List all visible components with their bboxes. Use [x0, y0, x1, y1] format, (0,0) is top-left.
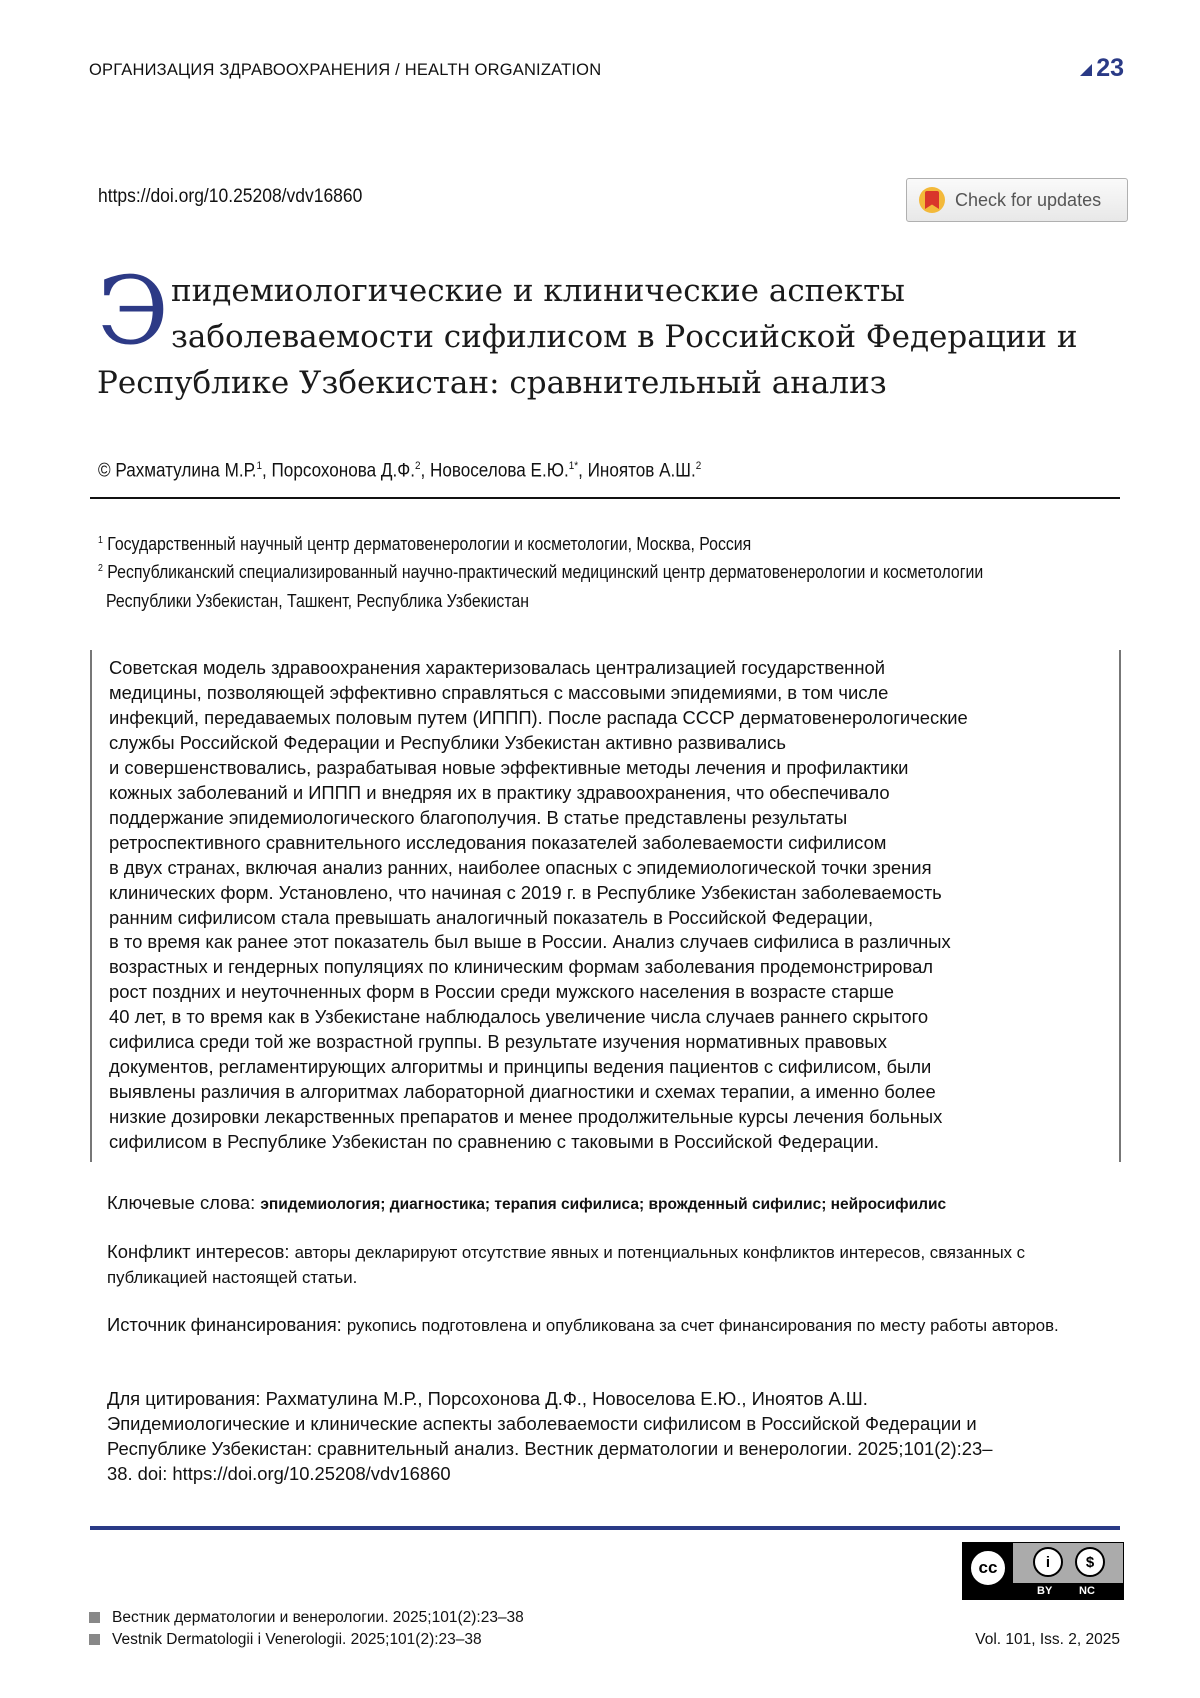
author-name: Иноятов А.Ш. [587, 460, 696, 482]
nc-icon: $ [1075, 1547, 1105, 1577]
article-title [97, 257, 1127, 406]
funding-text: рукопись подготовлена и опубликована за счет финансирования по месту работы авторов. [346, 1316, 1059, 1335]
divider [90, 497, 1120, 499]
author-name: Новоселова Е.Ю. [429, 460, 569, 482]
footer-volume: Vol. 101, Iss. 2, 2025 [975, 1631, 1120, 1648]
by-icon: i [1033, 1547, 1063, 1577]
section-label: ОРГАНИЗАЦИЯ ЗДРАВООХРАНЕНИЯ / HEALTH ORGANIZATION [89, 61, 602, 79]
author-affiliation-mark: 1 [256, 460, 263, 472]
nc-label: NC [1079, 1585, 1095, 1597]
doi-link[interactable]: https://doi.org/10.25208/vdv16860 [98, 186, 363, 207]
check-for-updates-button[interactable] [906, 178, 1128, 222]
keywords-label: Ключевые слова: [107, 1192, 256, 1213]
affiliation-2-line-2: Республики Узбекистан, Ташкент, Республика Узбекистан [106, 591, 529, 611]
square-bullet-icon [89, 1612, 100, 1623]
license-background [1013, 1543, 1123, 1583]
affiliation-2: $^2$ Республиканский специализированный научно-практический медицинский центр дерматовенерологии и косметологии [98, 562, 984, 582]
conflict-label: Конфликт интересов: [107, 1241, 290, 1262]
cc-license-badge[interactable] [962, 1542, 1124, 1600]
footer-journal-ru: Вестник дерматологии и венерологии. 2025;101(2):23–38 [89, 1609, 524, 1627]
citation [107, 1386, 1007, 1486]
author-separator: , [420, 460, 430, 482]
citation-text: Рахматулина М.Р., Порсохонова Д.Ф., Новоселова Е.Ю., Иноятов А.Ш. Эпидемиологические и клинические аспекты заболеваемости сифилисом в Российской Федерации и Республике Узбекистан: сравнительный анализ. Вестник дерматологии и венерологии. 2025;101(2):23–38. doi: https://doi.org/10.25208/vdv16860 [107, 1388, 993, 1484]
check-for-updates-label: Check for updates [955, 189, 1102, 210]
author-name: © Рахматулина М.Р. [98, 460, 257, 482]
abstract-text: Советская модель здравоохранения характеризовалась централизацией государственной медицины, позволяющей эффективно справляться с массовыми эпидемиями, в том числе инфекций, передаваемых половым путем (ИППП). После распада СССР дерматовенерологические службы Российской Федерации и Республики Узбекистан активно развивались и совершенствовались, разрабатывая новые эффективные методы лечения и профилактики кожных заболеваний и ИППП и внедряя их в практику здравоохранения, что обеспечивало поддержание эпидемиологического благополучия. В статье представлены результаты ретроспективного сравнительного исследования показателей заболеваемости сифилисом в двух странах, включая анализ ранних, наиболее опасных с эпидемиологической точки зрения клинических форм. Установлено, что начиная с 2019 г. в Республике Узбекистан заболеваемость ранним сифилисом стала превышать аналогичный показатель в Российской Федерации, в то время как ранее этот показатель был выше в России. Анализ случаев сифилиса в различных возрастных и гендерных популяциях по клиническим формам заболевания продемонстрировал рост поздних и неуточненных форм в России среди мужского населения в возрасте старше 40 лет, в то время как в Узбекистане наблюдалось увеличение числа случаев раннего скрытого сифилиса среди той же возрастной группы. В результате изучения нормативных правовых документов, регламентирующих алгоритмы и принципы ведения пациентов с сифилисом, были выявлены различия в алгоритмах лабораторной диагностики и схемах терапии, а именно более низкие дозировки лекарственных препаратов и менее продолжительные курсы лечения больных сифилисом в Республике Узбекистан по сравнению с таковыми в Российской Федерации. [109, 657, 968, 1153]
author-affiliation-mark: 2 [414, 460, 421, 472]
conflict-text: авторы декларируют отсутствие явных и потенциальных конфликтов интересов, связанных с публикацией настоящей статьи. [107, 1243, 1026, 1287]
bookmark-badge-icon [919, 187, 945, 213]
author-name: Порсохонова Д.Ф. [271, 460, 415, 482]
by-label: BY [1037, 1585, 1053, 1597]
page-number-value: 23 [1096, 54, 1124, 82]
funding-label: Источник финансирования: [107, 1314, 342, 1335]
citation-label: Для цитирования: [107, 1388, 261, 1409]
conflict-of-interest [107, 1240, 1117, 1290]
keywords-value: эпидемиология; диагностика; терапия сифилиса; врожденный сифилис; нейросифилис [260, 1196, 947, 1213]
author-affiliation-mark: 2 [695, 460, 702, 472]
title-dropcap: Э [97, 257, 169, 366]
author-separator: , [262, 460, 272, 482]
title-text: пидемиологические и клинические аспекты заболеваемости сифилисом в Российской Федерации и Республике Узбекистан: сравнительный анализ [97, 273, 1078, 401]
affiliation-1: $^1$ Государственный научный центр дерматовенерологии и косметологии, Москва, Россия [98, 534, 752, 554]
author-separator: , [578, 460, 588, 482]
keywords [107, 1191, 1117, 1217]
square-bullet-icon [89, 1634, 100, 1645]
page-number [1080, 54, 1124, 83]
author-affiliation-mark: 1* [568, 460, 579, 472]
funding [107, 1313, 1117, 1338]
footer-divider [90, 1526, 1120, 1530]
abstract-box [90, 650, 1121, 1162]
cc-icon: cc [968, 1548, 1008, 1588]
triangle-icon [1080, 64, 1092, 76]
footer-journal-en: Vestnik Dermatologii i Venerologii. 2025;101(2):23–38 [89, 1631, 482, 1649]
author-list [98, 460, 701, 482]
